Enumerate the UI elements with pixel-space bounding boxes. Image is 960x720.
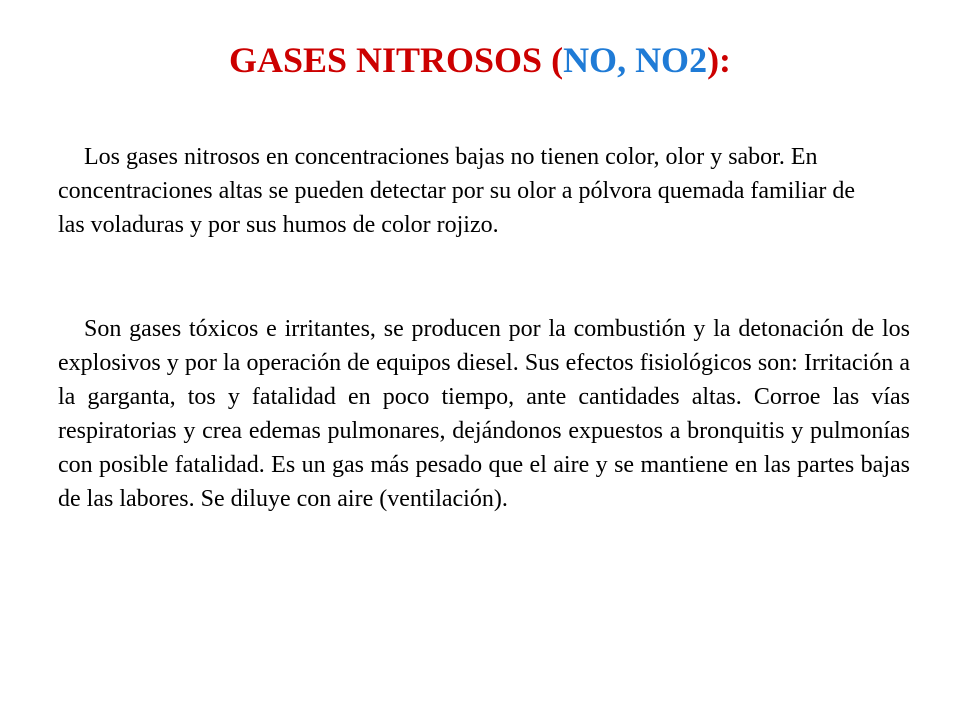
paragraph-effects: Son gases tóxicos e irritantes, se producen por la combustión y la detonación de los explosivos y por la operación de equipos diesel. Sus efectos fisiológicos son: Irritación a la garganta, tos y fatalidad en poco tiempo, ante cantidades altas. Corroe las vías respiratorias y crea edemas pulmonares, dejándonos expuestos a bronquitis y pulmonías con posible fatalidad. Es un gas más pesado que el aire y se mantiene en las partes bajas de las labores. Se diluye con aire (ventilación). bbox=[58, 316, 910, 512]
title-formulas: NO, NO2 bbox=[563, 40, 708, 80]
paragraph-description: Los gases nitrosos en concentraciones bajas no tienen color, olor y sabor. En concentraciones altas se pueden detectar por su olor a pólvora quemada familiar de las voladuras y por sus humos de color rojizo. bbox=[58, 144, 855, 238]
title-prefix: GASES NITROSOS ( bbox=[228, 40, 564, 80]
slide-title bbox=[0, 36, 960, 84]
title-suffix: ): bbox=[707, 40, 732, 80]
